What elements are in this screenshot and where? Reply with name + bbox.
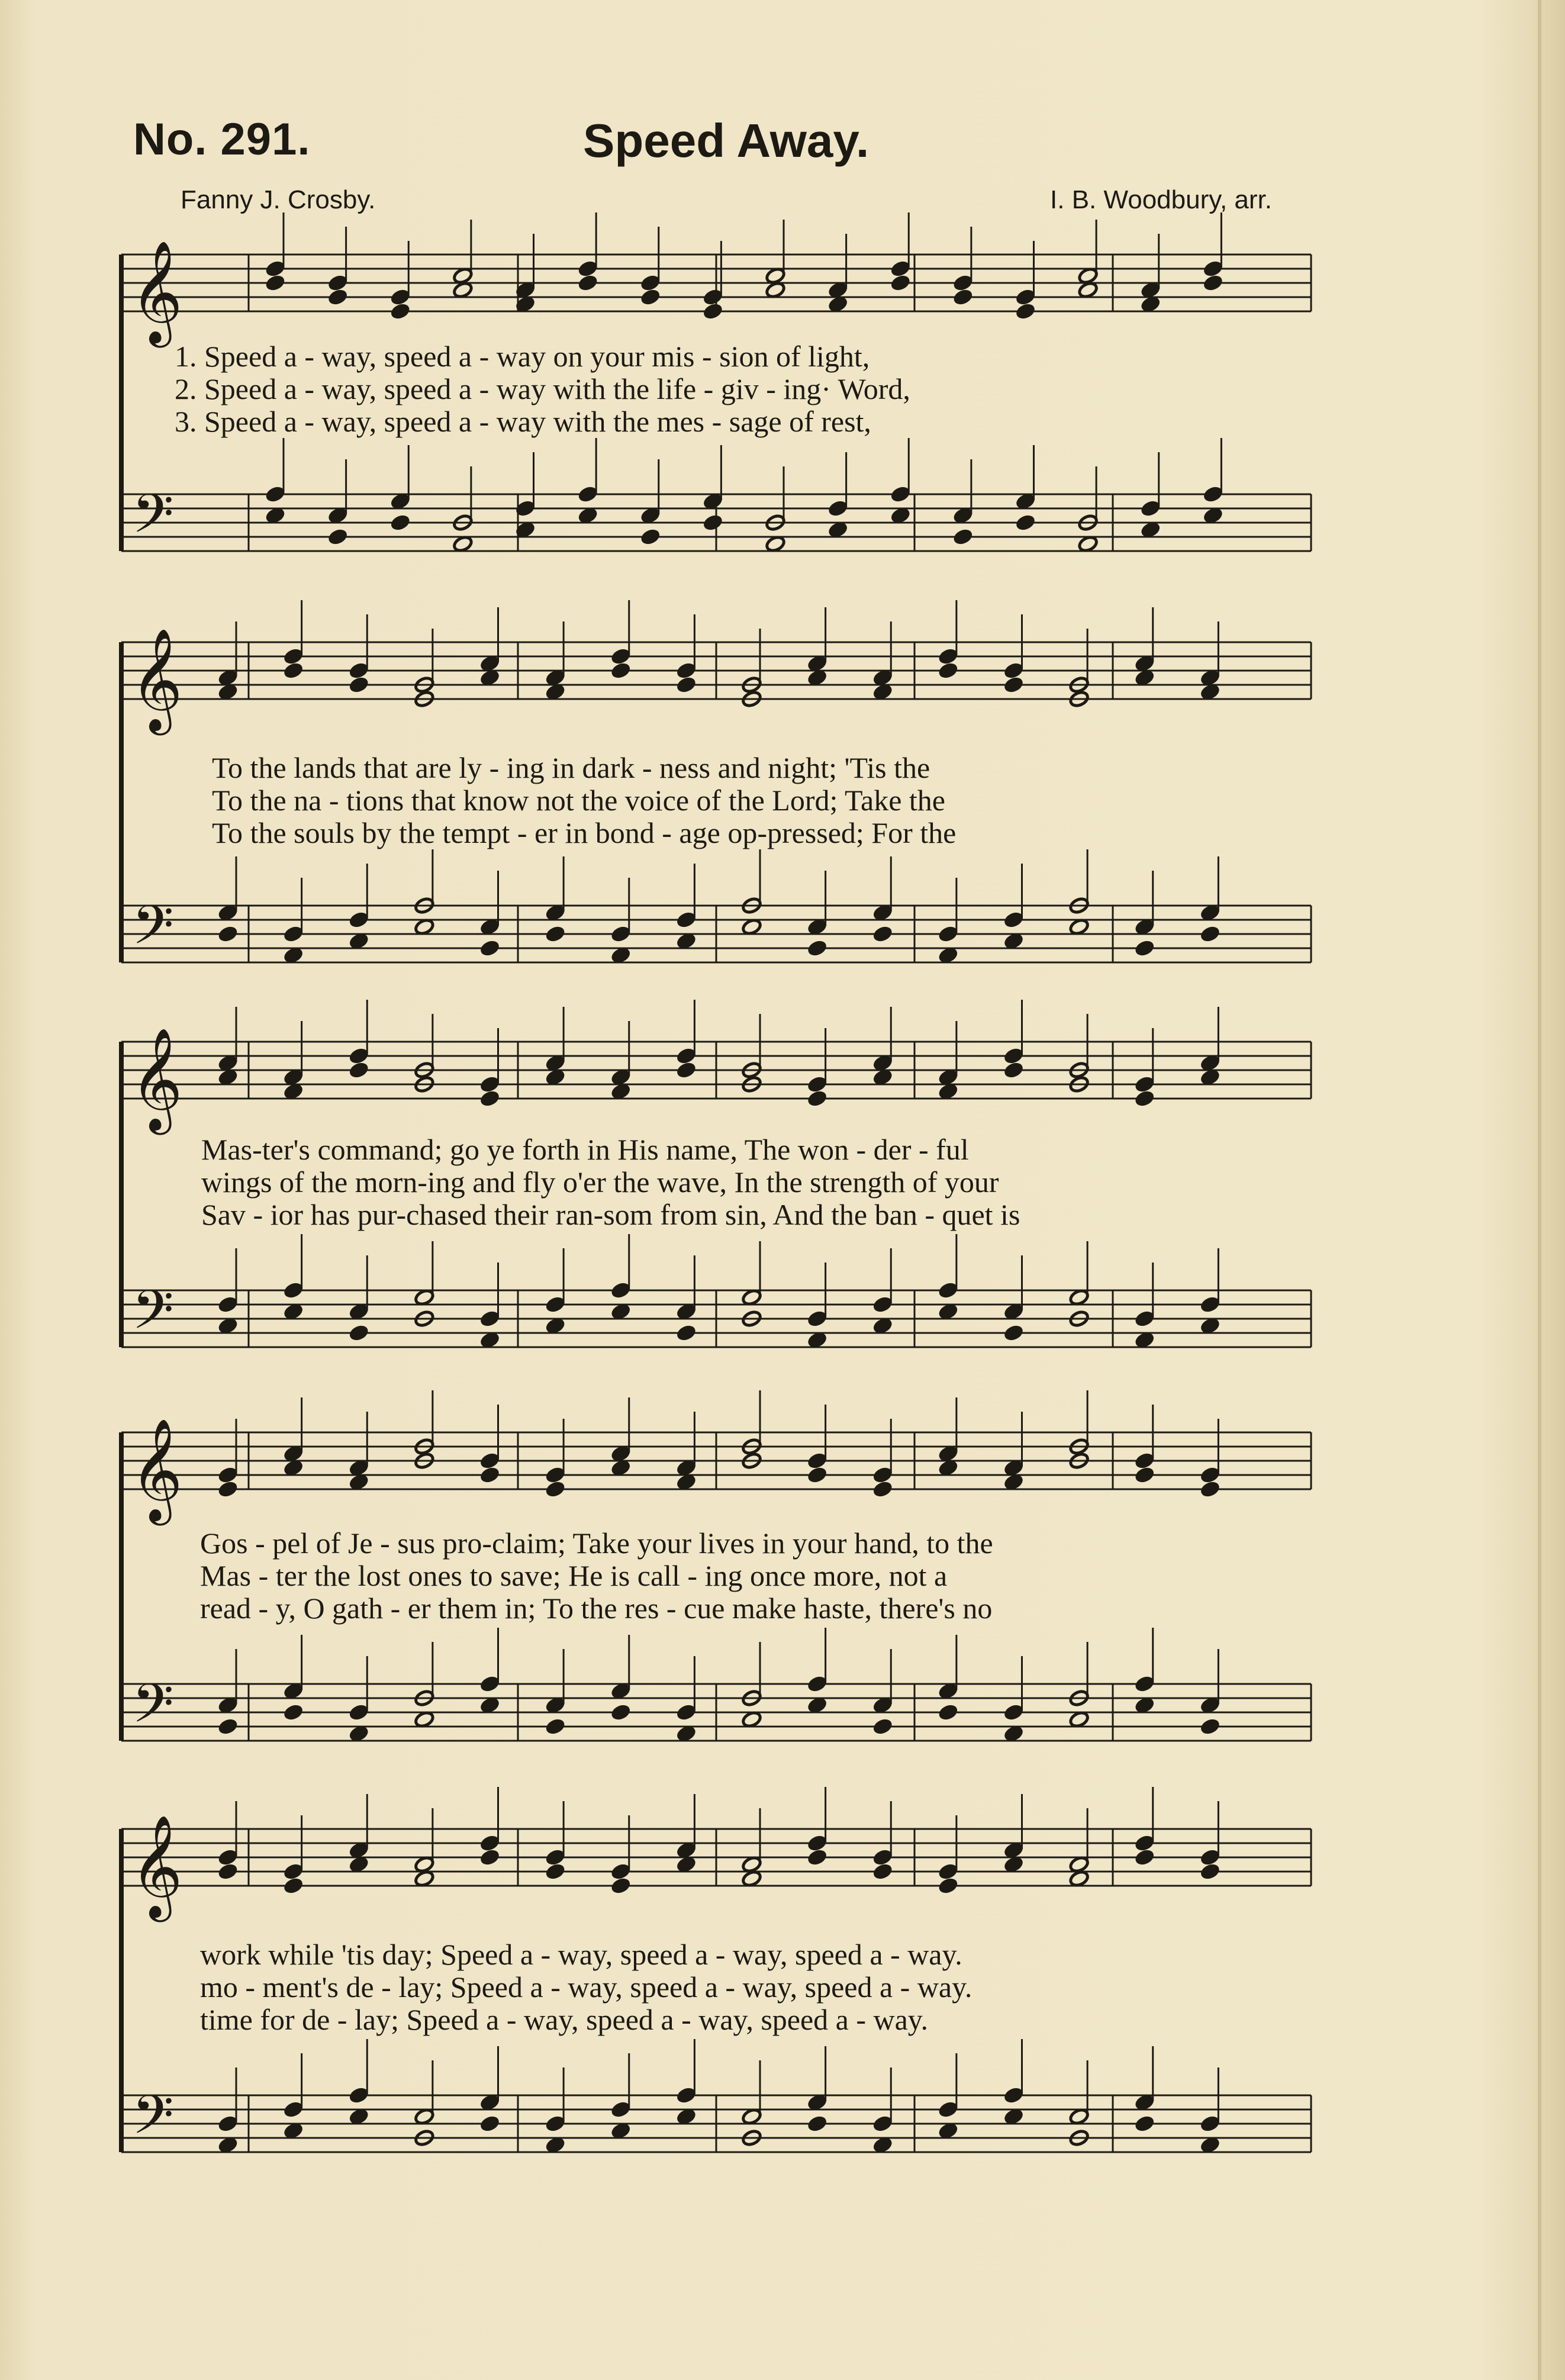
bass-note bbox=[938, 1703, 959, 1722]
soprano-note bbox=[283, 648, 304, 666]
alto-note bbox=[1015, 302, 1036, 321]
treble-clef-icon: 𝄞 bbox=[130, 1418, 183, 1521]
alto-note bbox=[348, 1061, 369, 1080]
soprano-note bbox=[327, 274, 349, 292]
soprano-note bbox=[479, 1452, 501, 1470]
tenor-note bbox=[1003, 2086, 1025, 2105]
soprano-note bbox=[217, 1848, 239, 1867]
hymn-composer: I. B. Woodbury, arr. bbox=[1050, 185, 1272, 214]
tenor-note bbox=[479, 1310, 501, 1328]
tenor-note bbox=[938, 925, 959, 943]
tenor-note bbox=[610, 1281, 632, 1300]
bass-clef-icon: 𝄢 bbox=[132, 894, 174, 970]
alto-note bbox=[807, 1848, 828, 1867]
treble-clef-icon: 𝄞 bbox=[130, 1028, 183, 1131]
soprano-note bbox=[577, 260, 598, 278]
tenor-note bbox=[872, 1296, 893, 1314]
lyric-verse-3: read - y, O gath - er them in; To the res - cue make haste, there's no bbox=[200, 1592, 993, 1625]
alto-note bbox=[807, 1090, 828, 1108]
tenor-note bbox=[217, 2115, 239, 2133]
bass-note bbox=[1003, 1324, 1025, 1342]
tenor-note bbox=[283, 2101, 304, 2119]
tenor-note bbox=[827, 500, 849, 518]
bass-note bbox=[1015, 514, 1036, 532]
soprano-note bbox=[676, 1047, 697, 1065]
soprano-note bbox=[479, 1834, 501, 1853]
treble-clef-icon: 𝄞 bbox=[130, 1815, 183, 1918]
soprano-note bbox=[1200, 1466, 1221, 1484]
alto-note bbox=[807, 1466, 828, 1484]
alto-note bbox=[545, 1863, 566, 1881]
soprano-note bbox=[217, 1466, 239, 1484]
alto-note bbox=[1003, 1061, 1025, 1080]
tenor-note bbox=[807, 1310, 828, 1328]
tenor-note bbox=[938, 1281, 959, 1300]
alto-note bbox=[703, 302, 724, 321]
tenor-note bbox=[676, 2086, 697, 2105]
lyric-verse-2: 2. Speed a - way, speed a - way with the life - giv - ing· Word, bbox=[175, 372, 910, 405]
soprano-note bbox=[610, 1863, 632, 1881]
alto-note bbox=[1200, 1480, 1221, 1499]
alto-note bbox=[1134, 1466, 1155, 1484]
soprano-note bbox=[640, 274, 661, 292]
bass-note bbox=[872, 925, 893, 943]
lyric-verse-2: wings of the morn-ing and fly o'er the wave, In the strength of your bbox=[201, 1165, 999, 1199]
tenor-note bbox=[676, 1703, 697, 1722]
soprano-note bbox=[676, 662, 697, 680]
tenor-note bbox=[348, 1703, 369, 1722]
alto-note bbox=[952, 288, 974, 307]
alto-note bbox=[872, 1863, 893, 1881]
bass-note bbox=[640, 528, 661, 546]
soprano-note bbox=[807, 1452, 828, 1470]
alto-note bbox=[217, 1480, 239, 1499]
soprano-note bbox=[703, 288, 724, 307]
soprano-note bbox=[1003, 1047, 1025, 1065]
lyric-verse-1: To the lands that are ly - ing in dark - ness and night; 'Tis the bbox=[212, 751, 930, 784]
bass-note bbox=[327, 528, 349, 546]
soprano-note bbox=[479, 1075, 501, 1094]
soprano-note bbox=[545, 1848, 566, 1867]
bass-clef-icon: 𝄢 bbox=[132, 1278, 174, 1354]
bass-note bbox=[872, 1718, 893, 1736]
tenor-note bbox=[1140, 500, 1161, 518]
soprano-note bbox=[872, 1466, 893, 1484]
bass-note bbox=[545, 925, 566, 943]
treble-clef-icon: 𝄞 bbox=[130, 240, 183, 343]
alto-note bbox=[577, 274, 598, 292]
alto-note bbox=[1134, 1848, 1155, 1867]
alto-note bbox=[1003, 676, 1025, 694]
soprano-note bbox=[1200, 1848, 1221, 1867]
bass-note bbox=[217, 1718, 239, 1736]
bass-note bbox=[807, 939, 828, 958]
tenor-note bbox=[610, 2101, 632, 2119]
lyric-verse-1: Gos - pel of Je - sus pro-claim; Take your lives in your hand, to the bbox=[200, 1526, 993, 1560]
treble-clef-icon: 𝄞 bbox=[130, 628, 183, 731]
tenor-note bbox=[348, 911, 369, 929]
bass-note bbox=[1134, 2115, 1155, 2133]
alto-note bbox=[610, 662, 632, 680]
tenor-note bbox=[577, 485, 598, 504]
bass-clef-icon: 𝄢 bbox=[132, 1672, 174, 1748]
lyric-verse-1: Mas-ter's command; go ye forth in His name, The won - der - ful bbox=[201, 1133, 969, 1166]
tenor-note bbox=[676, 911, 697, 929]
soprano-note bbox=[265, 260, 286, 278]
tenor-note bbox=[1200, 1296, 1221, 1314]
tenor-note bbox=[479, 1675, 501, 1693]
alto-note bbox=[676, 676, 697, 694]
tenor-note bbox=[265, 485, 286, 504]
soprano-note bbox=[283, 1863, 304, 1881]
tenor-note bbox=[872, 2115, 893, 2133]
tenor-note bbox=[1003, 1703, 1025, 1722]
soprano-note bbox=[1003, 662, 1025, 680]
tenor-note bbox=[890, 485, 911, 504]
alto-note bbox=[479, 1090, 501, 1108]
soprano-note bbox=[348, 662, 369, 680]
soprano-note bbox=[348, 1047, 369, 1065]
tenor-note bbox=[545, 1296, 566, 1314]
bass-note bbox=[1200, 1718, 1221, 1736]
soprano-note bbox=[807, 1075, 828, 1094]
hymn-number: No. 291. bbox=[133, 114, 311, 165]
bass-note bbox=[479, 2115, 501, 2133]
bass-note bbox=[1134, 939, 1155, 958]
soprano-note bbox=[389, 288, 411, 307]
soprano-note bbox=[872, 1848, 893, 1867]
soprano-note bbox=[1203, 260, 1224, 278]
bass-note bbox=[703, 514, 724, 532]
alto-note bbox=[872, 1480, 893, 1499]
alto-note bbox=[1203, 274, 1224, 292]
alto-note bbox=[283, 1877, 304, 1895]
bass-note bbox=[1200, 925, 1221, 943]
bass-note bbox=[676, 1324, 697, 1342]
lyric-verse-3: 3. Speed a - way, speed a - way with the mes - sage of rest, bbox=[175, 405, 871, 438]
tenor-note bbox=[217, 1296, 239, 1314]
alto-note bbox=[938, 662, 959, 680]
alto-note bbox=[1200, 1863, 1221, 1881]
alto-note bbox=[676, 1061, 697, 1080]
bass-clef-icon: 𝄢 bbox=[132, 2083, 174, 2159]
tenor-note bbox=[283, 925, 304, 943]
soprano-note bbox=[938, 648, 959, 666]
alto-note bbox=[479, 1466, 501, 1484]
lyric-verse-2: Mas - ter the lost ones to save; He is call - ing once more, not a bbox=[200, 1559, 948, 1592]
soprano-note bbox=[807, 1834, 828, 1853]
soprano-note bbox=[610, 648, 632, 666]
tenor-note bbox=[807, 1675, 828, 1693]
alto-note bbox=[610, 1877, 632, 1895]
bass-note bbox=[952, 528, 974, 546]
soprano-note bbox=[938, 1863, 959, 1881]
bass-note bbox=[479, 939, 501, 958]
soprano-note bbox=[1134, 1075, 1155, 1094]
hymn-title: Speed Away. bbox=[583, 114, 870, 167]
alto-note bbox=[479, 1848, 501, 1867]
alto-note bbox=[938, 1877, 959, 1895]
tenor-note bbox=[1003, 911, 1025, 929]
lyric-verse-1: work while 'tis day; Speed a - way, speed a - way, speed a - way. bbox=[200, 1938, 962, 1971]
tenor-note bbox=[1203, 485, 1224, 504]
tenor-note bbox=[348, 2086, 369, 2105]
alto-note bbox=[348, 676, 369, 694]
soprano-note bbox=[1134, 1834, 1155, 1853]
lyric-verse-1: 1. Speed a - way, speed a - way on your mis - sion of light, bbox=[175, 340, 870, 373]
bass-clef-icon: 𝄢 bbox=[132, 482, 174, 558]
bass-note bbox=[545, 1718, 566, 1736]
tenor-note bbox=[1134, 1675, 1155, 1693]
lyric-verse-2: mo - ment's de - lay; Speed a - way, speed a - way, speed a - way. bbox=[200, 1970, 973, 2004]
tenor-note bbox=[938, 2101, 959, 2119]
alto-note bbox=[265, 274, 286, 292]
soprano-note bbox=[952, 274, 974, 292]
lyric-verse-3: To the souls by the tempt - er in bond - age op-pressed; For the bbox=[212, 816, 957, 849]
bass-note bbox=[807, 2115, 828, 2133]
alto-note bbox=[283, 662, 304, 680]
bass-note bbox=[217, 925, 239, 943]
alto-note bbox=[217, 1863, 239, 1881]
tenor-note bbox=[610, 925, 632, 943]
alto-note bbox=[890, 274, 911, 292]
bass-note bbox=[283, 1703, 304, 1722]
tenor-note bbox=[283, 1281, 304, 1300]
alto-note bbox=[545, 1480, 566, 1499]
soprano-note bbox=[545, 1466, 566, 1484]
bass-note bbox=[610, 1703, 632, 1722]
lyric-verse-3: Sav - ior has pur-chased their ran-som from sin, And the ban - quet is bbox=[201, 1198, 1020, 1231]
alto-note bbox=[640, 288, 661, 307]
tenor-note bbox=[1134, 1310, 1155, 1328]
tenor-note bbox=[1200, 2115, 1221, 2133]
hymn-author: Fanny J. Crosby. bbox=[181, 185, 376, 214]
alto-note bbox=[389, 302, 411, 321]
alto-note bbox=[327, 288, 349, 307]
alto-note bbox=[1134, 1090, 1155, 1108]
lyric-verse-2: To the na - tions that know not the voice of the Lord; Take the bbox=[212, 784, 945, 817]
soprano-note bbox=[1134, 1452, 1155, 1470]
bass-note bbox=[348, 1324, 369, 1342]
lyric-verse-3: time for de - lay; Speed a - way, speed a - way, speed a - way. bbox=[200, 2003, 929, 2036]
soprano-note bbox=[890, 260, 911, 278]
soprano-note bbox=[1015, 288, 1036, 307]
bass-note bbox=[389, 514, 411, 532]
tenor-note bbox=[545, 2115, 566, 2133]
